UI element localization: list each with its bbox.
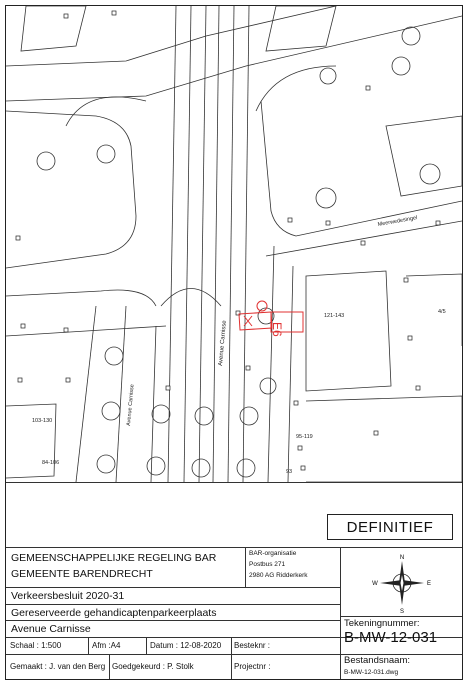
gemaakt: Gemaakt : J. van den Berg xyxy=(10,662,106,671)
datum: Datum : 12-08-2020 xyxy=(150,641,222,650)
house-number: 95-119 xyxy=(296,434,313,440)
bestandsnaam: B-MW-12-031.dwg xyxy=(344,669,399,676)
tree xyxy=(37,152,55,170)
schaal: Schaal : 1:500 xyxy=(10,641,62,650)
tree xyxy=(260,378,276,394)
building xyxy=(266,6,336,51)
building xyxy=(386,116,462,196)
building xyxy=(306,271,391,391)
compass-e: E xyxy=(426,581,432,587)
house-number: 93 xyxy=(286,469,293,475)
afmeting: Afm :A4 xyxy=(92,641,121,650)
building xyxy=(6,404,56,478)
road-edge xyxy=(261,101,462,236)
tree xyxy=(402,27,420,45)
titleblock-top-border xyxy=(6,482,462,483)
house-number: 103-130 xyxy=(32,418,53,424)
drawing-sheet xyxy=(5,5,463,680)
roundabout-arc xyxy=(161,289,221,307)
address-line: Postbus 271 xyxy=(249,561,286,568)
besluit: Verkeersbesluit 2020-31 xyxy=(11,590,125,602)
building xyxy=(406,274,462,346)
road-edge xyxy=(266,221,462,256)
street-label-avenue-carnisse-2: Avenue Carnisse xyxy=(126,384,136,427)
tree xyxy=(102,402,120,420)
divider xyxy=(245,547,246,587)
trees xyxy=(37,27,440,477)
sign-code: E6 xyxy=(270,322,284,337)
lane-line xyxy=(228,6,234,482)
lane-line xyxy=(268,246,274,482)
divider xyxy=(109,654,110,680)
divider xyxy=(6,587,340,588)
compass-w: W xyxy=(372,581,378,587)
kerb-arc xyxy=(66,97,146,126)
address-line: BAR-organisatie xyxy=(249,550,297,557)
road-edge xyxy=(6,111,136,268)
divider xyxy=(6,547,462,548)
divider xyxy=(231,637,232,654)
tree xyxy=(195,407,213,425)
tree xyxy=(147,457,165,475)
tree xyxy=(192,459,210,477)
divider xyxy=(6,620,340,621)
status-stamp xyxy=(327,514,453,540)
compass-s: S xyxy=(399,609,405,615)
org-line-1: GEMEENSCHAPPELIJKE REGELING BAR xyxy=(11,552,217,564)
tree xyxy=(105,347,123,365)
compass-n: N xyxy=(399,555,405,561)
divider xyxy=(340,547,341,680)
road-edge xyxy=(6,290,156,306)
tree xyxy=(240,407,258,425)
building xyxy=(306,396,462,482)
house-number: 4/5 xyxy=(438,309,446,315)
house-number: 84-106 xyxy=(42,460,60,466)
lane-line xyxy=(184,6,191,482)
lane-line xyxy=(243,6,249,482)
tekeningnummer: B-MW-12-031 xyxy=(344,629,438,646)
divider xyxy=(6,604,340,605)
kerb-arc xyxy=(256,66,336,111)
tree xyxy=(237,459,255,477)
site-map xyxy=(6,6,462,482)
lane-line xyxy=(199,6,206,482)
besteknr: Besteknr : xyxy=(234,641,271,650)
projectnr: Projectnr : xyxy=(234,662,271,671)
compass-rose-icon xyxy=(370,551,434,615)
bay-line xyxy=(116,306,126,482)
street-label-avenue-carnisse-1: Avenue Carnisse xyxy=(218,320,228,367)
goedgekeurd: Goedgekeurd : P. Stolk xyxy=(112,662,194,671)
tree xyxy=(97,145,115,163)
org-line-2: GEMEENTE BARENDRECHT xyxy=(11,568,153,580)
divider xyxy=(88,637,89,654)
tree xyxy=(97,455,115,473)
bay-line xyxy=(151,326,156,482)
house-number: 121-143 xyxy=(324,313,345,319)
divider xyxy=(340,616,462,617)
building xyxy=(21,6,86,51)
subject: Gereserveerde gehandicaptenparkeerplaats xyxy=(11,607,217,619)
tree xyxy=(152,405,170,423)
tekeningnummer-label: Tekeningnummer: xyxy=(344,618,420,629)
bestandsnaam-label: Bestandsnaam: xyxy=(344,655,411,666)
street-label-meerwedesingel: Meerwedesingel xyxy=(377,215,418,228)
divider xyxy=(146,637,147,654)
road-edge xyxy=(6,326,166,336)
tree xyxy=(320,68,336,84)
lane-line xyxy=(213,6,219,482)
tree xyxy=(420,164,440,184)
address-line: 2980 AG Ridderkerk xyxy=(249,572,308,579)
lane-line xyxy=(288,266,293,482)
status-stamp-label: DEFINITIEF xyxy=(346,518,434,536)
street-furniture xyxy=(16,11,440,470)
divider xyxy=(231,654,232,680)
tree xyxy=(316,188,336,208)
bay-line xyxy=(76,306,96,482)
street-name: Avenue Carnisse xyxy=(11,623,91,635)
tree xyxy=(392,57,410,75)
